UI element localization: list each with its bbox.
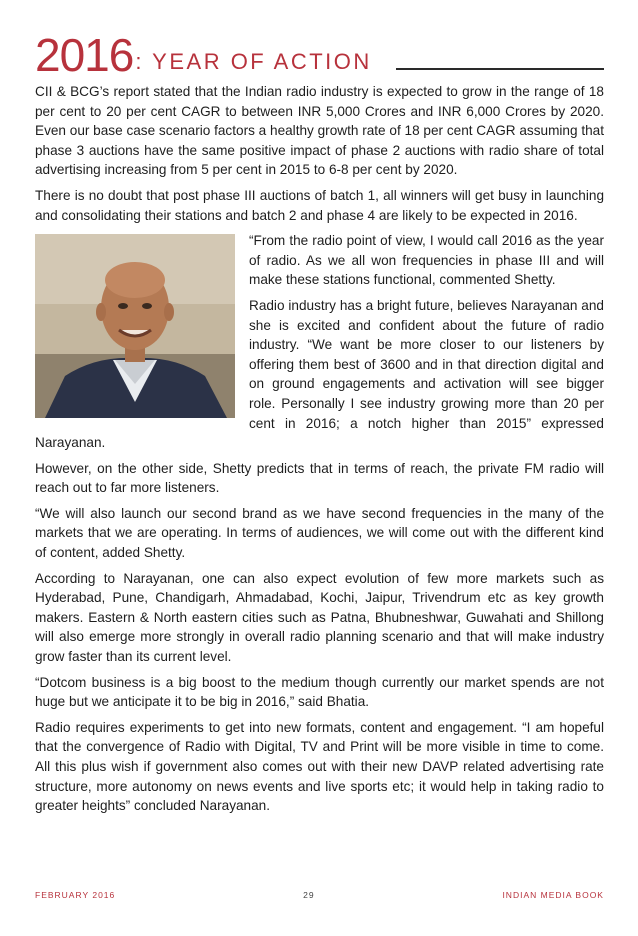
article-body	[35, 82, 604, 816]
paragraph: However, on the other side, Shetty predicts that in terms of reach, the private FM radio will reach out to far more listeners.	[35, 460, 604, 496]
paragraph: “Dotcom business is a big boost to the medium though currently our market spends are not huge but we anticipate it to be big in 2016,” said Bhatia.	[35, 674, 604, 710]
paragraph: Radio requires experiments to get into new formats, content and engagement. “I am hopeful that the convergence of Radio with Digital, TV and Print will be more visible in time to come. All this plus wish if government also comes out with their new DAVP related advertising rate structure, more autonomy on news events and live sports etc; it would help in taking radio to greater heights” concluded Narayanan.	[35, 719, 604, 814]
heading-title: : YEAR OF ACTION	[135, 49, 372, 74]
page-footer	[35, 890, 604, 900]
portrait-image	[35, 234, 235, 418]
paragraph: CII & BCG’s report stated that the Indian radio industry is expected to grow in the range of 18 per cent to 20 per cent CAGR to between INR 5,000 Crores and INR 6,000 Crores by 2020. Even our base case scenario factors a healthy growth rate of 18 per cent CAGR assuming that phase 3 auctions have the same positive impact of phase 2 auctions with radio share of total advertising increasing from 5 per cent in 2015 to 6-8 per cent by 2020.	[35, 84, 604, 178]
footer-publication: INDIAN MEDIA BOOK	[502, 890, 604, 900]
section-heading	[35, 22, 604, 81]
paragraph: According to Narayanan, one can also expect evolution of few more markets such as Hyderabad, Pune, Chandigarh, Ahmadabad, Kochi, Jaipur, Trivendrum etc as key growth makers. Eastern & North eastern cities such as Patna, Bhubneshwar, Guwahati and Shillong will also emerge more strongly in overall radio planning scenario and that will make industry grow faster than its current level.	[35, 570, 604, 665]
paragraph: “We will also launch our second brand as we have second frequencies in the many of the markets that we are operating. In terms of audiences, we will come out with the different kind of content, added Shetty.	[35, 505, 604, 561]
heading-rule	[396, 68, 604, 70]
paragraph: There is no doubt that post phase III auctions of batch 1, all winners will get busy in launching and consolidating their stations and batch 2 and phase 4 are likely to be expected in 2016.	[35, 187, 604, 223]
speaker-photo	[35, 234, 235, 418]
paragraph: Radio industry has a bright future, believes Narayanan and she is excited and confident about the future of radio industry. “We want be more closer to our listeners by offering them best of 3600 and in that direction digital and on ground engagements and activation will see bigger role. Personally I see industry growing more than 20 per cent in 2016; a notch higher than 2015” expressed Narayanan.	[35, 297, 604, 451]
page-number: 29	[303, 890, 315, 900]
footer-date: FEBRUARY 2016	[35, 890, 116, 900]
paragraph: “From the radio point of view, I would call 2016 as the year of radio. As we all won frequencies in phase III and will make these stations functional, commented Shetty.	[249, 233, 604, 288]
heading-year: 2016	[35, 29, 134, 81]
